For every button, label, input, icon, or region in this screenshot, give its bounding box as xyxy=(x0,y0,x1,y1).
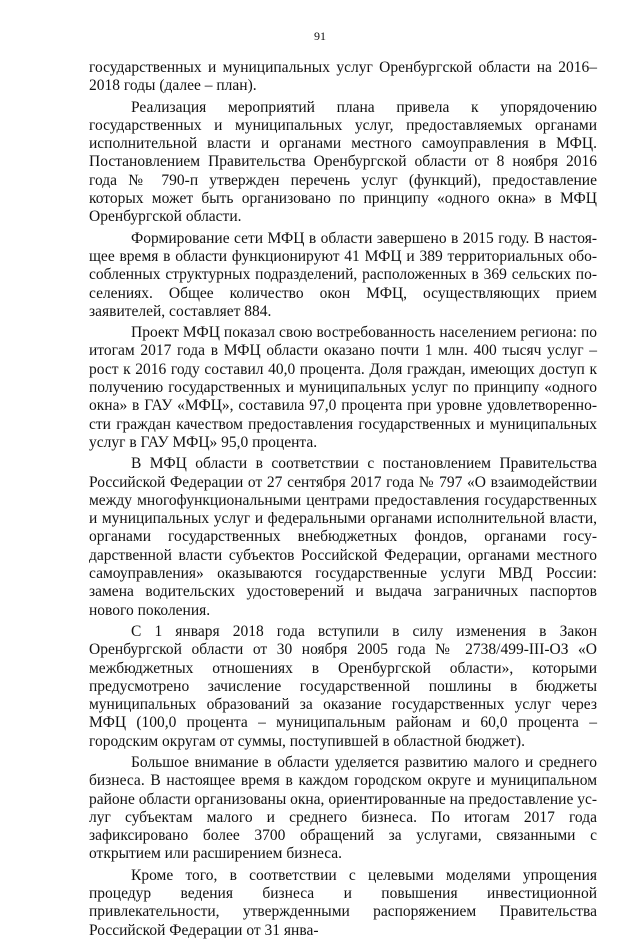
page-number: 91 xyxy=(314,29,326,43)
paragraph: Кроме того, в соответствии с целевыми моделями упрощения процедур ведения бизнеса и повышения инвестиционной привлекательности, утвержденными распоряжением Правительства Российской Федерации от 31 янва- xyxy=(89,866,597,939)
body-text xyxy=(89,59,597,943)
paragraph: С 1 января 2018 года вступили в силу изменения в Закон Оренбургской области от 30 ноября 2005 года № 2738/499-III-ОЗ «О межбюджетных отношениях в Оренбургской области», которыми предусмотрено зачисление государственной пошлины в бюджеты муниципальных образований за оказание государственных услуг через МФЦ (100,0 процента – муниципальным районам и 60,0 процента – городским округам от суммы, поступившей в областной бюджет). xyxy=(89,622,597,750)
paragraph: В МФЦ области в соответствии с постановлением Правительства Российской Федерации от 27 сентября 2017 года № 797 «О взаимодействии между многофункциональными центрами предоставления государственных и муниципальных услуг и федеральными органами исполнительной власти, органами государственных внебюджетных фондов, органами государственной власти субъектов Российской Федерации, органами местного самоуправления» оказываются государственные услуги МВД России: замена водительских удостоверений и выдача заграничных паспортов нового поколения. xyxy=(89,455,597,619)
paragraph: Реализация мероприятий плана привела к упорядочению государственных и муниципальных услуг, предоставляемых органами исполнительной власти и органами местного самоуправления в МФЦ. Постановлением Правительства Оренбургской области от 8 ноября 2016 года № 790-п утвержден перечень услуг (функций), предоставление которых может быть организовано по принципу «одного окна» в МФЦ Оренбургской области. xyxy=(89,98,597,226)
paragraph: Большое внимание в области уделяется развитию малого и среднего бизнеса. В настоящее время в каждом городском округе и муниципальном районе области организованы окна, ориентированные на предоставление услуг субъектам малого и среднего бизнеса. По итогам 2017 года зафиксировано более 3700 обращений за услугами, связанными с открытием или расширением бизнеса. xyxy=(89,753,597,863)
paragraph: Формирование сети МФЦ в области завершено в 2015 году. В настоящее время в области функционируют 41 МФЦ и 389 территориальных обособленных структурных подразделений, расположенных в 369 сельских поселениях. Общее количество окон МФЦ, осуществляющих прием заявителей, составляет 884. xyxy=(89,229,597,320)
paragraph: государственных и муниципальных услуг Оренбургской области на 2016–2018 годы (далее – план). xyxy=(89,59,597,95)
paragraph: Проект МФЦ показал свою востребованность населением региона: по итогам 2017 года в МФЦ области оказано почти 1 млн. 400 тысяч услуг – рост к 2016 году составил 40,0 процента. Доля граждан, имеющих доступ к получению государственных и муниципальных услуг по принципу «одного окна» в ГАУ «МФЦ», составила 97,0 процента при уровне удовлетворенности граждан качеством предоставления государственных и муниципальных услуг в ГАУ МФЦ» 95,0 процента. xyxy=(89,324,597,451)
